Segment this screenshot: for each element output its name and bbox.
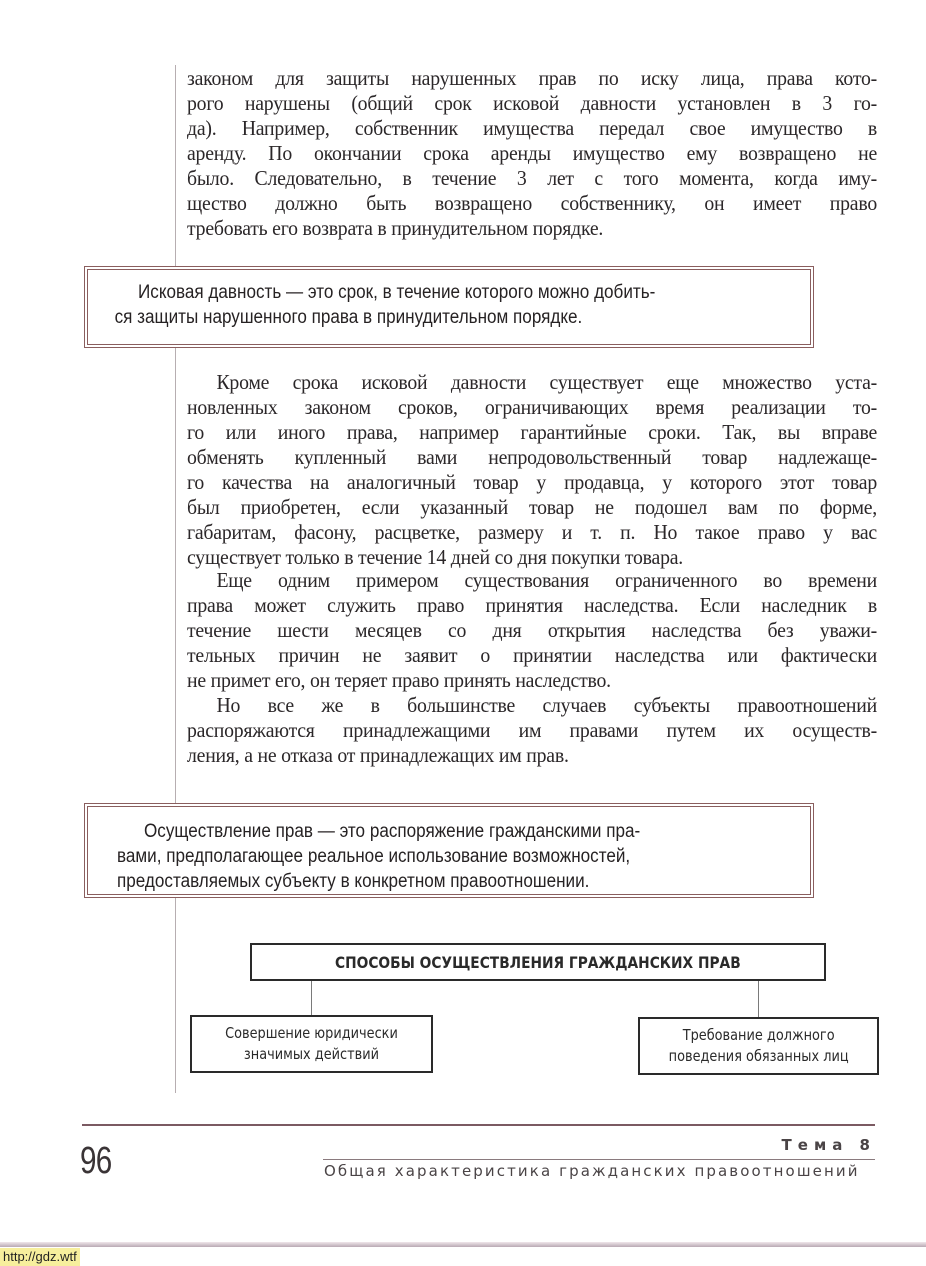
text-line: да). Например, собственник имущества передал свое имущество в	[187, 116, 877, 140]
margin-line	[175, 65, 176, 1093]
definition-line: вами, предполагающее реальное использование возможностей,	[117, 846, 631, 867]
text-line: существует только в течение 14 дней со дня покупки товара.	[187, 545, 683, 569]
text-line: щество должно быть возвращено собственнику, он имеет право	[187, 191, 877, 215]
text-line: обменять купленный вами непродовольственный товар надлежаще-	[187, 445, 877, 469]
diagram-connector-right	[758, 981, 759, 1017]
text-line: ления, а не отказа от принадлежащих им прав.	[187, 743, 569, 767]
diagram-box-legal-actions	[190, 1015, 433, 1073]
page-edge-band	[0, 1242, 926, 1247]
paragraph-3	[187, 568, 877, 693]
watermark-link[interactable]: http://gdz.wtf	[0, 1248, 80, 1266]
definition-line: ся защиты нарушенного права в принудительном порядке.	[114, 307, 583, 328]
definition-line: Исковая давность — это срок, в течение которого можно добить-	[138, 282, 656, 303]
text-line: новленных законом сроков, ограничивающих время реализации то-	[187, 395, 877, 419]
text-line: аренду. По окончании срока аренды имущество ему возвращено не	[187, 141, 877, 165]
text-line: рого нарушены (общий срок исковой давности установлен в 3 го-	[187, 91, 877, 115]
diagram-right-line: поведения обязанных лиц	[668, 1047, 849, 1065]
text-line: тельных причин не заявит о принятии наследства или фактически	[187, 643, 877, 667]
definition-line: предоставляемых субъекту в конкретном правоотношении.	[117, 871, 590, 892]
paragraph-4	[187, 693, 877, 768]
diagram-connector-left	[311, 981, 312, 1015]
page-number: 96	[80, 1140, 112, 1182]
text-line: было. Следовательно, в течение 3 лет с того момента, когда иму-	[187, 166, 877, 190]
text-line: был приобретен, если указанный товар не подошел вам по форме,	[187, 495, 877, 519]
paragraph-2	[187, 370, 877, 570]
diagram-right-line: Требование должного	[682, 1026, 835, 1044]
diagram-left-line: Совершение юридически	[225, 1024, 398, 1042]
text-line: го качества на аналогичный товар у продавца, у которого этот товар	[187, 470, 877, 494]
text-line: Кроме срока исковой давности существует еще множество уста-	[216, 370, 877, 394]
theme-label: Тема 8	[781, 1136, 876, 1154]
text-line: габаритам, фасону, расцветке, размеру и т. п. Но такое право у вас	[187, 520, 877, 544]
text-line: течение шести месяцев со дня открытия наследства без уважи-	[187, 618, 877, 642]
definition-box-exercise	[84, 803, 814, 898]
text-line: го или иного права, например гарантийные сроки. Так, вы вправе	[187, 420, 877, 444]
theme-subtitle: Общая характеристика гражданских правоотношений	[324, 1162, 860, 1180]
paragraph-1	[187, 66, 877, 241]
theme-rule	[323, 1159, 875, 1160]
diagram-left-line: значимых действий	[243, 1045, 380, 1063]
diagram-title-box	[250, 943, 826, 981]
text-line: распоряжаются принадлежащими им правами путем их осуществ-	[187, 718, 877, 742]
diagram-box-demand-behavior	[638, 1017, 879, 1075]
diagram-title: СПОСОБЫ ОСУЩЕСТВЛЕНИЯ ГРАЖДАНСКИХ ПРАВ	[335, 952, 741, 972]
text-line: Но все же в большинстве случаев субъекты правоотношений	[216, 693, 877, 717]
text-line: требовать его возврата в принудительном порядке.	[187, 216, 604, 240]
definition-line: Осуществление прав — это распоряжение гражданскими пра-	[144, 821, 641, 842]
definition-box-limitation	[84, 266, 814, 348]
text-line: Еще одним примером существования ограниченного во времени	[216, 568, 877, 592]
text-line: права может служить право принятия наследства. Если наследник в	[187, 593, 877, 617]
text-line: законом для защиты нарушенных прав по иску лица, права кото-	[187, 66, 877, 90]
text-line: не примет его, он теряет право принять наследство.	[187, 668, 611, 692]
footer-rule	[82, 1124, 875, 1126]
